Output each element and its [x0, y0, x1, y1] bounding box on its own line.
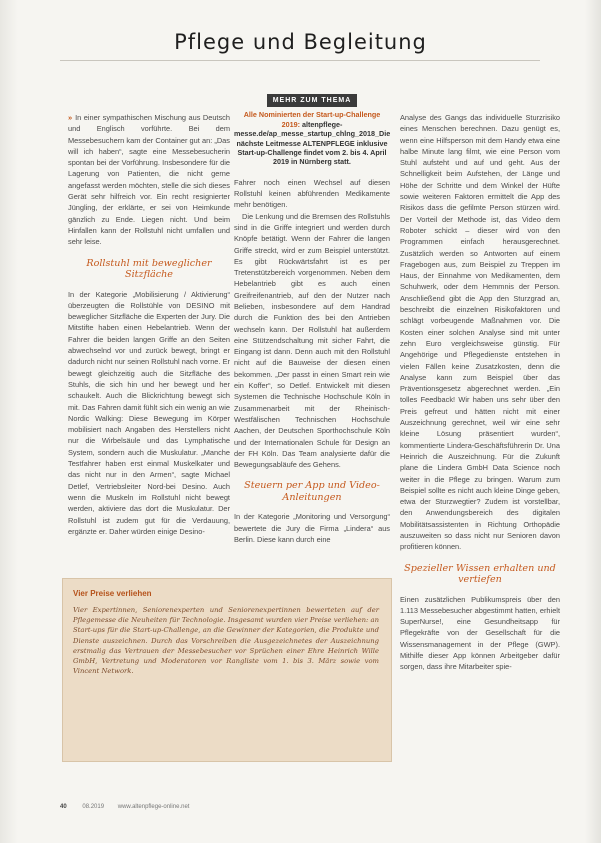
page-number: 40	[60, 804, 67, 810]
article-column-3	[400, 112, 560, 778]
footer-url: www.altenpflege-online.net	[117, 804, 190, 810]
magazine-issue: 08.2019	[82, 804, 105, 810]
body-paragraph: Analyse des Gangs das individuelle Sturzrisiko eines Menschen berechnen. Dazu genügt es, wenn eine Hilfsperson mit dem Handy etwa eine halbe Minute lang filmt, wie eine Person vom Stuhl aufsteht und auf und geht. Aus der Schnelligkeit beim Aufstehen, der Länge und Höhe der Schritte und dem Winkel der Hüfte sowie weiteren Faktoren ermittelt die App des Risikos dass die gefilmte Person stürzen wird. Der Vorteil der Methode ist, das Video dem Roboter schickt – dieser wird von den Programmen einfach herausgerechnet. Zusätzlich werden so Antworten auf einem Fragebogen aus, zum Beispiel zu Treppen im Haus, der Einnahme von Medikamenten, dem Schuhwerk, oder dem Hemmnis der Person. Anschließend gibt die App den Sturzgrad an, beschreibt die einzelnen Risikofaktoren und schlägt vorbeugende Maßnahmen vor. Die Kosten einer solchen Analyse sind mit unter zehn Euro vergleichsweise günstig. Für Angehörige und Pflegedienste entstehen in vielen Fällen keine Zusatzkosten, denn die Analyse kann zum Beispiel über das Präventionsgesetz abgerechnet werden. „Ein tolles Feedback! Wir haben uns sehr über den Preis gefreut und hätten nicht mit einer Auszeichnung gerechnet, weil wir eine sehr kleine Lösung präsentiert wurden“, kommentierte Lindera-Geschäftsführerin Dr. Una Heinrich die Auszeichnung. Für die Zukunft plane die Lindera GmbH Data Science noch weiter in die Pflege zu bringen. Warum zum Beispiel sollte es nicht auch kleine Dinge geben, etwa der Sturzwegtier? Zudem ist vorstellbar, den Anwendungsbereich des digitalen Mobilitätsassistenten in Richtung Orthopädie auszuweiten so dass nicht nur Senioren davon profitieren können.	[400, 113, 560, 552]
subheading-rollstuhl: Rollstuhl mit beweglicher Sitzfläche	[86, 257, 212, 281]
subheading-wissen: Spezieller Wissen erhalten und vertiefen	[404, 562, 556, 586]
body-paragraph: In der Kategorie „Monitoring und Versorgung“ bewertete die Jury die Firma „Lindera“ aus Berlin. Diese kann durch eine	[234, 512, 390, 545]
body-paragraph: Einen zusätzlichen Publikumspreis über den 1.113 Messebesucher abgestimmt hatten, erhielt SuperNurse!, eine Gesundheitsapp für Pflegekräfte von der Gesellschaft für die Wissensmanagement in der Pflege (GWP). Mithilfe dieser App können Arbeitgeber dafür sorgen, dass ihre Mitarbeiter spie-	[400, 594, 560, 672]
article-column-2	[234, 94, 390, 556]
page-footer	[60, 804, 189, 810]
body-paragraph: In der Kategorie „Mobilisierung / Aktivierung“ überzeugten die Rollstühle von DESINO mit beweglicher Sitzfläche die Experten der Jury. Die Mitstifte haben einen Hebelantrieb. Wenn der Fahrer die beiden langen Griffe an den Seiten abwechselnd vor und zurück bewegt, bringt er dadurch nicht nur seinen Rollstuhl nach vorne. Er bewegt gleichzeitig auch die Sitzfläche des Stuhls, die sich hin und her bewegt und her schaukelt. Auch die Blickrichtung bewegt sich mit. Das Fahren damit fühlt sich ein wenig an wie Nordic Walking: Diese Bewegung im Körper mobilisiert nach Angaben des Herstellers nicht nur die Wirbelsäule und das Lymphatische System, sondern auch die Muskulatur. „Manche Testfahrer haben erst einmal Muskelkater und das nicht nur in den Armen“, sagte Michael Detlef, Vertriebsleiter Nord-bei Desino. Auch wenn die Muskeln im Rollstuhl nicht bewegt werden, aktiviere das dort die Muskulatur. Der Rollstuhl ist zudem gut für die Verdauung, ergänzte er. Daher würden einige Desino-	[68, 289, 230, 536]
intro-paragraph: » In einer sympathischen Mischung aus Deutsch und Englisch vorführte. Bei dem Messebesuchern kam der Container gut an: „Das will ich haben“, sagte eine Messebesucherin spontan bei der Vorführung. Insbesondere für die Lagerung von Patienten, die nicht gerne angefasst werden möchten, stelle die sich dieses Gerät sehr hilfreich vor. Ein recht resignierter Jüngling, der erklärte, er sei von Heimkunde gänzlich zu Ende. Liegen nicht. Und beim Hinfallen kann der Rollstuhl nicht umfallen und sehr leise.	[68, 113, 230, 247]
info-box	[62, 578, 392, 762]
more-info-box	[234, 94, 390, 167]
continued-arrow-icon: »	[68, 113, 73, 122]
info-box-text: Vier Expertinnen, Seniorenexperten und Seniorenexpertinnen bewerteten auf der Pflegemesse die Neuheiten für Technologie. Insgesamt wurden vier Preise verliehen: an Start-ups für die Start-up-Challenge, an die Gewinner der Kategorien, die Produkte und Dienste auszeichnen. Durch das Vorschreiben die Ausgezeichnetes der Auszeichnung erstmalig das Vertrauen der Messebesucher vor Sprüchen einer Ehre Heinrich Wille GmbH, Vertretung und Moderatoren vor Rangliste vom 1. bis 3. März sowie vom Vincent Network.	[73, 606, 379, 676]
title-divider	[60, 60, 540, 61]
more-info-text: Alle Nominierten der Start-up-Challenge 2019: altenpflege-messe.de/ap_messe_startup_chlng_2018_Die nächste Leitmesse ALTENPFLEGE inklusive Start-up-Challenge findet vom 2. bis 4. April 2019 in Nürnberg statt.	[234, 110, 390, 167]
more-info-label: MEHR ZUM THEMA	[267, 94, 358, 107]
page-title: Pflege und Begleitung	[174, 30, 427, 54]
body-paragraph: Die Lenkung und die Bremsen des Rollstuhls sind in die Griffe integriert und werden durch Knöpfe betätigt. Wenn der Fahrer die langen Griffe streckt, wird er zum Beispiel unterstützt. Es gibt Rückwärtsfahrt ist es per Tretenstützbereich vorgenommen. Neben dem Hebelantrieb gibt es auch einen Greifreifenantrieb, auf den der Nutzer nach Belieben, insbesondere auf dem Handrad durch die Funktion des bei den Antrieben wechseln kann. Der Rollstuhl hat außerdem eine Stützendschaltung mit sicher Fahrt, die Eingang ist dann. Denn auch mit den Rollstuhl nicht auf die Bauweise der diesen einen bekommen. „Der passt in einen Smart rein wie ein Koffer“, so Detlef. Entwickelt mit diesen Systemen die Technische Hochschule Köln in Zusammenarbeit mit der Rheinisch-Westfälischen Technischen Hochschule Aachen, der Deutschen Sporthochschule Köln und der Internationalen Schule für Design an der FH Köln. Das Team analysierte dafür die Bewegungsabläufe des Gehens.	[234, 211, 390, 470]
article-column-1	[68, 112, 230, 556]
body-paragraph: Fahrer noch einen Wechsel auf diesen Rollstuhl keinen abführenden Medikamente mehr benötigen.	[234, 177, 390, 210]
subheading-app: Steuern per App und Video-Anleitungen	[244, 480, 380, 503]
info-box-title: Vier Preise verliehen	[73, 589, 152, 598]
